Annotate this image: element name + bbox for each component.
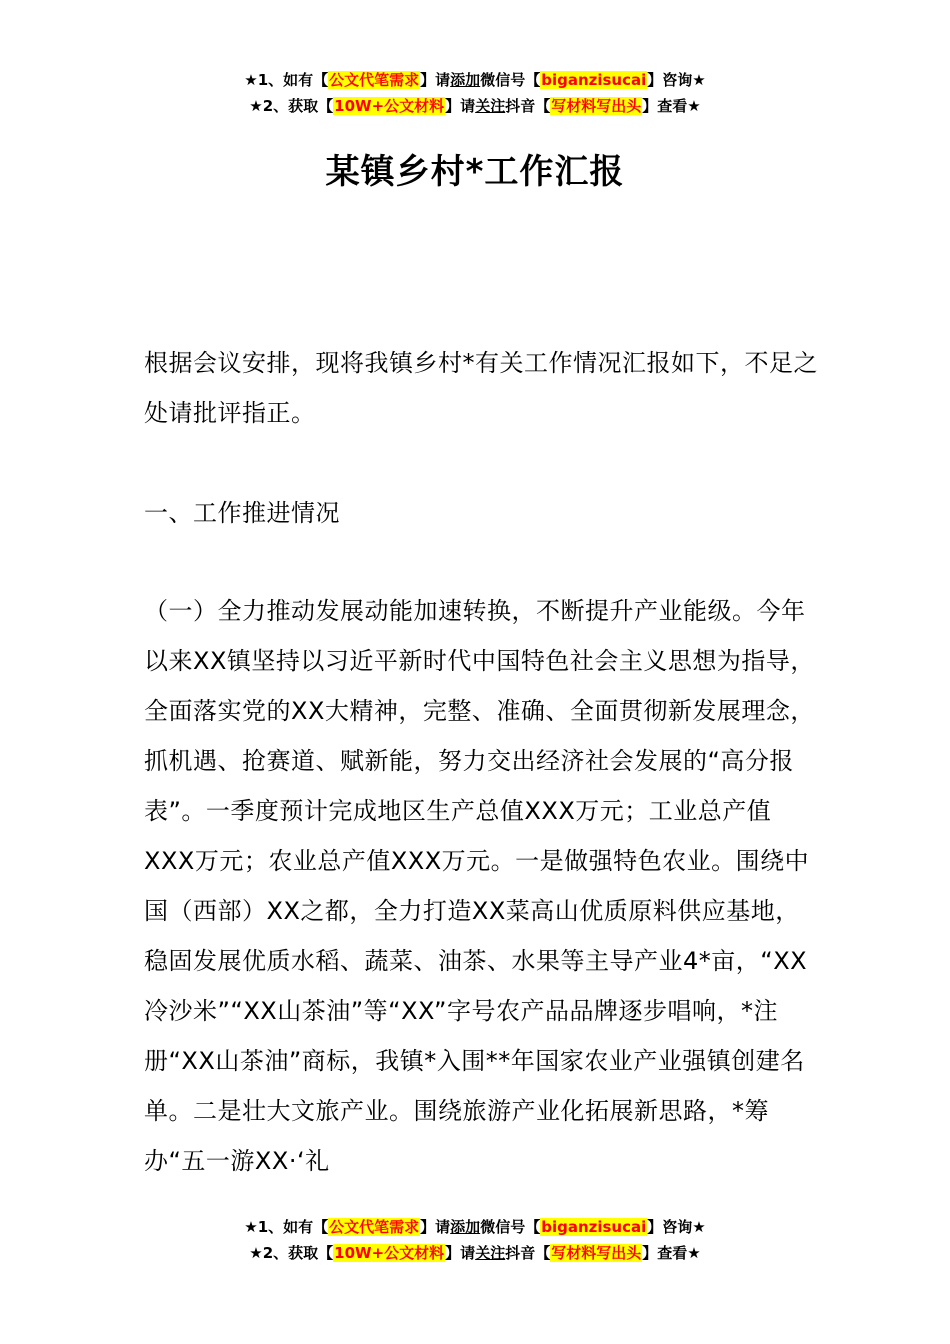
intro-paragraph: 根据会议安排，现将我镇乡村*有关工作情况汇报如下，不足之处请批评指正。 xyxy=(144,349,818,427)
promo-line-2 xyxy=(0,1240,950,1266)
star-icon: ★ xyxy=(692,1218,706,1236)
promo-text: 】查看 xyxy=(642,97,688,115)
body-paragraph: （一）全力推动发展动能加速转换，不断提升产业能级。今年以来XX镇坚持以习近平新时代中国特色社会主义思想为指导，全面落实党的XX大精神，完整、准确、全面贯彻新发展理念，抓机遇、抢赛道、赋新能，努力交出经济社会发展的“高分报表”。一季度预计完成地区生产总值XXX万元；工业总产值XXX万元；农业总产值XXX万元。一是做强特色农业。围绕中国（西部）XX之都，全力打造XX菜高山优质原料供应基地，稳固发展优质水稻、蔬菜、油茶、水果等主导产业4*亩，“XX冷沙米”“XX山茶油”等“XX”字号农产品品牌逐步唱响，*注册“XX山茶油”商标，我镇*入围**年国家农业产业强镇创建名单。二是壮大文旅产业。围绕旅游产业化拓展新思路，*筹办“五一游XX·‘礼 xyxy=(144,597,815,1175)
promo-text: 】咨询 xyxy=(647,71,693,89)
promo-text: 】咨询 xyxy=(647,1218,693,1236)
promo-banner-bottom xyxy=(0,1214,950,1266)
promo-line-2 xyxy=(0,93,950,119)
highlight-materials: 10W+公文材料 xyxy=(334,1244,445,1262)
promo-underlined: 关注 xyxy=(475,1244,506,1262)
promo-text: 1、如有【 xyxy=(257,71,329,89)
promo-underlined: 添加 xyxy=(450,71,481,89)
star-icon: ★ xyxy=(692,71,706,89)
promo-line-1 xyxy=(0,67,950,93)
section-heading: 一、工作推进情况 xyxy=(144,499,340,527)
promo-text: 】请 xyxy=(420,1218,451,1236)
highlight-wechat-id: biganzisucai xyxy=(541,1218,647,1236)
star-icon: ★ xyxy=(249,97,263,115)
highlight-service: 公文代笔需求 xyxy=(329,1218,420,1236)
promo-banner-top xyxy=(0,67,950,119)
promo-text: 】查看 xyxy=(642,1244,688,1262)
star-icon: ★ xyxy=(687,97,701,115)
promo-text: 微信号【 xyxy=(480,1218,541,1236)
highlight-douyin: 写材料写出头 xyxy=(551,97,642,115)
highlight-wechat-id: biganzisucai xyxy=(541,71,647,89)
highlight-materials: 10W+公文材料 xyxy=(334,97,445,115)
promo-text: 】请 xyxy=(420,71,451,89)
promo-text: 】请 xyxy=(445,1244,476,1262)
highlight-service: 公文代笔需求 xyxy=(329,71,420,89)
document-title: 某镇乡村*工作汇报 xyxy=(325,152,625,192)
promo-text: 】请 xyxy=(445,97,476,115)
promo-text: 2、获取【 xyxy=(262,1244,334,1262)
promo-underlined: 关注 xyxy=(475,97,506,115)
star-icon: ★ xyxy=(244,1218,258,1236)
star-icon: ★ xyxy=(244,71,258,89)
star-icon: ★ xyxy=(687,1244,701,1262)
promo-text: 2、获取【 xyxy=(262,97,334,115)
promo-text: 微信号【 xyxy=(480,71,541,89)
promo-line-1 xyxy=(0,1214,950,1240)
promo-text: 抖音【 xyxy=(505,1244,551,1262)
promo-text: 1、如有【 xyxy=(257,1218,329,1236)
promo-text: 抖音【 xyxy=(505,97,551,115)
highlight-douyin: 写材料写出头 xyxy=(551,1244,642,1262)
star-icon: ★ xyxy=(249,1244,263,1262)
promo-underlined: 添加 xyxy=(450,1218,481,1236)
